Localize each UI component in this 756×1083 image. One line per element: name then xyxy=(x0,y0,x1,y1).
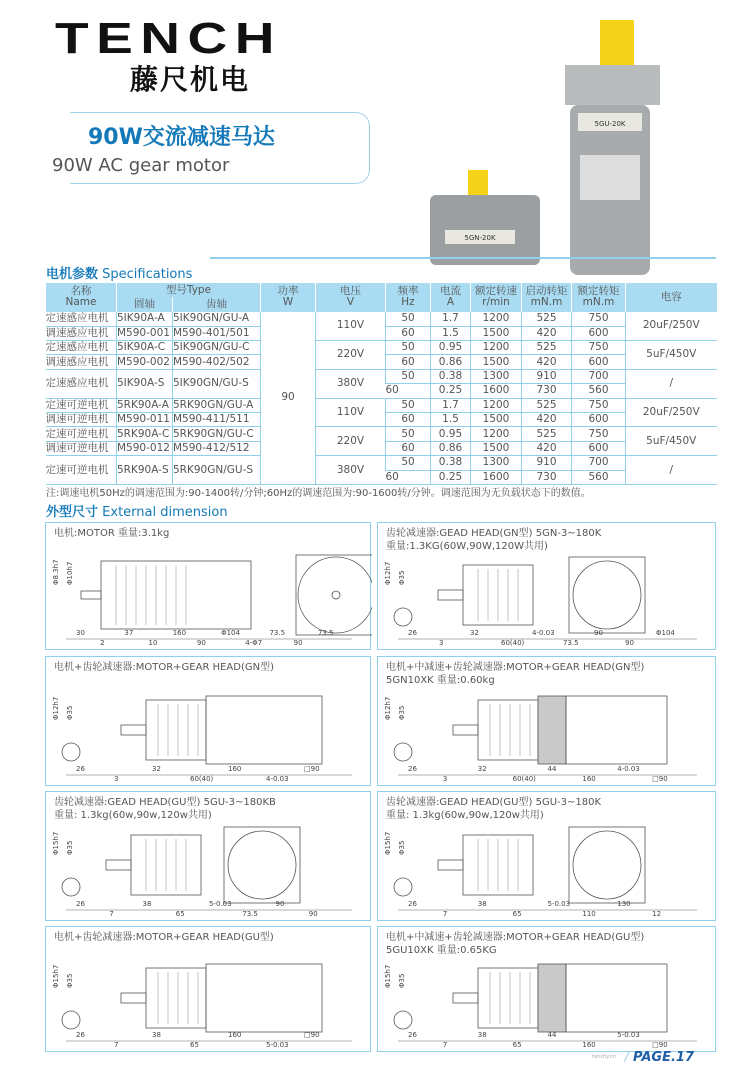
dimension-label: 160 xyxy=(582,775,596,783)
table-cell: M590-411/511 xyxy=(173,413,261,427)
dimension-label: 5-0.03 xyxy=(617,1031,640,1039)
shaft-key-view xyxy=(62,1011,80,1029)
table-cell: 1200 xyxy=(471,341,522,355)
table-cell: 5IK90GN/GU-A xyxy=(173,312,261,326)
table-cell: 50 xyxy=(386,341,431,355)
table-cell: M590-401/501 xyxy=(173,326,261,340)
gear-head-side-view xyxy=(146,968,206,1028)
table-cell: 600 xyxy=(572,441,626,455)
table-cell: 5IK90A-C xyxy=(117,341,173,355)
panel-title-line: 电机+齿轮减速器:MOTOR+GEAR HEAD(GN型) xyxy=(54,662,274,673)
table-cell: 50 xyxy=(386,427,431,441)
page-number: / PAGE.17 xyxy=(624,1050,694,1065)
dimension-label: 4-Φ7 xyxy=(245,639,263,647)
table-cell: 700 xyxy=(572,369,626,383)
dimension-label: 26 xyxy=(76,1031,85,1039)
dimension-label: □90 xyxy=(652,1041,668,1049)
dimension-drawing xyxy=(46,657,372,787)
dimension-label: 38 xyxy=(142,900,152,908)
brand-logo: TENCH xyxy=(55,14,282,63)
front-view xyxy=(573,561,641,629)
panel-title-line: 电机+中减速+齿轮减速器:MOTOR+GEAR HEAD(GU型) xyxy=(386,932,645,943)
motor-side-view xyxy=(566,964,667,1032)
table-cell: 60 xyxy=(386,384,431,398)
table-cell: 1.5 xyxy=(431,413,471,427)
large-motor-label: 5GU-20K xyxy=(594,120,626,128)
table-cell: 750 xyxy=(572,312,626,326)
dimension-label: Φ104 xyxy=(221,629,240,637)
dimension-label: 4-0.03 xyxy=(532,629,555,637)
dimension-label: Φ15h7 xyxy=(52,831,60,855)
dimension-label: Φ12h7 xyxy=(52,696,60,720)
table-cell: 1.7 xyxy=(431,398,471,412)
panel-title-line: 重量:1.3KG(60W,90W,120W共用) xyxy=(386,541,548,552)
dimension-label: Φ10h7 xyxy=(66,561,74,585)
table-cell: 定速可逆电机 xyxy=(46,456,117,485)
page-title-cn: 90W交流减速马达 xyxy=(88,125,275,150)
table-cell: 0.95 xyxy=(431,427,471,441)
col-current: 电流 A xyxy=(431,283,471,312)
col-start-torque: 启动转矩 mN.m xyxy=(522,283,572,312)
dimension-drawing xyxy=(46,792,372,922)
table-cell: 0.38 xyxy=(431,369,471,383)
panel-title-line: 5GN10XK 重量:0.60kg xyxy=(386,675,495,686)
table-cell: 525 xyxy=(522,398,572,412)
table-cell: 60 xyxy=(386,470,431,484)
table-cell: 定速可逆电机 xyxy=(46,398,117,412)
shaft-key-view xyxy=(62,743,80,761)
table-cell: 20uF/250V xyxy=(626,398,717,427)
table-row xyxy=(46,398,717,412)
front-view xyxy=(298,557,372,633)
table-cell: 560 xyxy=(572,384,626,398)
table-cell: 730 xyxy=(522,470,572,484)
shaft-key-view xyxy=(62,878,80,896)
dimension-label: 5-0.03 xyxy=(266,1041,289,1049)
table-cell: 600 xyxy=(572,413,626,427)
dimension-heading: 外型尺寸 External dimension xyxy=(46,505,228,520)
table-cell: 420 xyxy=(522,413,572,427)
dimension-label: 73.5 xyxy=(242,910,258,918)
dimension-drawing xyxy=(378,657,717,787)
table-cell: 60 xyxy=(386,413,431,427)
table-row xyxy=(46,312,717,326)
table-cell: 750 xyxy=(572,341,626,355)
table-cell: 5RK90A-A xyxy=(117,398,173,412)
table-cell: 1200 xyxy=(471,398,522,412)
shaft-key-view xyxy=(394,608,412,626)
table-cell: M590-002 xyxy=(117,355,173,369)
dimension-drawing xyxy=(46,523,372,651)
small-motor-label: 5GN-20K xyxy=(464,234,496,242)
table-cell: 5RK90GN/GU-S xyxy=(173,456,261,485)
table-cell: 1.5 xyxy=(431,326,471,340)
dimension-label: 90 xyxy=(594,629,603,637)
gear-head-side-view xyxy=(478,700,538,760)
table-cell: 20uF/250V xyxy=(626,312,717,341)
shaft xyxy=(121,993,146,1003)
dimension-label: 7 xyxy=(442,910,448,918)
dimension-label: Φ35 xyxy=(398,705,406,720)
shaft xyxy=(453,725,478,735)
table-cell: 50 xyxy=(386,369,431,383)
col-speed: 额定转速 r/min xyxy=(471,283,522,312)
motor-side-view xyxy=(566,696,667,764)
specs-note: 注:调速电机50Hz的调速范围为:90-1400转/分钟;60Hz的调速范围为:90-1600转/分钟。调速范围为无负载状态下的数值。 xyxy=(46,488,591,499)
panel-title-line: 5GU10XK 重量:0.65KG xyxy=(386,945,497,956)
dimension-label: □90 xyxy=(304,1031,320,1039)
shaft-key-view xyxy=(394,1011,412,1029)
table-cell: 750 xyxy=(572,398,626,412)
dimension-label: Φ35 xyxy=(398,840,406,855)
dimension-drawing xyxy=(378,792,717,922)
table-cell: 定速感应电机 xyxy=(46,369,117,398)
dimension-label: 26 xyxy=(76,900,85,908)
dimension-label: Φ8.3h7 xyxy=(52,559,60,585)
table-cell: M590-011 xyxy=(117,413,173,427)
table-cell: 1600 xyxy=(471,470,522,484)
table-cell: 定速感应电机 xyxy=(46,312,117,326)
table-cell: 525 xyxy=(522,427,572,441)
page-title-en: 90W AC gear motor xyxy=(52,155,230,176)
table-cell: 525 xyxy=(522,312,572,326)
dimension-label: Φ15h7 xyxy=(384,964,392,988)
dimension-drawing xyxy=(46,927,372,1053)
table-cell: 60 xyxy=(386,441,431,455)
dimension-label: 65 xyxy=(512,910,522,918)
dimension-label: 65 xyxy=(175,910,185,918)
table-cell: 0.38 xyxy=(431,456,471,470)
panel-title-line: 齿轮减速器:GEAD HEAD(GN型) 5GN-3~180K xyxy=(386,528,602,539)
table-cell: 50 xyxy=(386,312,431,326)
brand-name-cn: 藤尺机电 xyxy=(130,63,251,96)
shaft xyxy=(106,860,131,870)
dimension-label: 7 xyxy=(442,1041,448,1049)
table-cell: 380V xyxy=(316,369,386,398)
dimension-label: Φ15h7 xyxy=(384,831,392,855)
table-cell: / xyxy=(626,369,717,398)
dimension-label: 60(40) xyxy=(190,775,214,783)
dimension-panel xyxy=(377,926,716,1052)
dimension-panel xyxy=(45,926,371,1052)
table-cell: M590-001 xyxy=(117,326,173,340)
dimension-label: 73.5 xyxy=(563,639,579,647)
dimension-label: □90 xyxy=(304,765,320,773)
dimension-label: Φ104 xyxy=(656,629,675,637)
table-cell: 5RK90GN/GU-A xyxy=(173,398,261,412)
dimension-label: 2 xyxy=(100,639,105,647)
table-cell: 1300 xyxy=(471,369,522,383)
dimension-label: 110 xyxy=(582,910,596,918)
table-cell: 600 xyxy=(572,355,626,369)
specs-table xyxy=(45,283,717,485)
shaft xyxy=(121,725,146,735)
table-cell: 1500 xyxy=(471,413,522,427)
dimension-drawing xyxy=(378,927,717,1053)
table-row xyxy=(46,427,717,441)
dimension-label: 26 xyxy=(408,1031,417,1039)
table-cell: 110V xyxy=(316,398,386,427)
panel-title-line: 电机+齿轮减速器:MOTOR+GEAR HEAD(GU型) xyxy=(54,932,274,943)
table-cell: 0.86 xyxy=(431,441,471,455)
dimension-label: 10 xyxy=(148,639,158,647)
table-cell: 1500 xyxy=(471,355,522,369)
dimension-label: 3 xyxy=(442,775,448,783)
table-cell: 0.86 xyxy=(431,355,471,369)
dimension-drawing xyxy=(378,523,717,651)
dimension-panel xyxy=(377,522,716,650)
dimension-label: 32 xyxy=(470,629,479,637)
dimension-label: □90 xyxy=(652,775,668,783)
table-row xyxy=(46,369,717,383)
table-cell: 定速可逆电机 xyxy=(46,427,117,441)
col-gear-shaft: 齿轴 xyxy=(173,297,261,311)
col-freq: 频率 Hz xyxy=(386,283,431,312)
table-cell: 0.25 xyxy=(431,470,471,484)
dimension-label: 7 xyxy=(109,910,114,918)
front-view xyxy=(573,831,641,899)
dimension-label: 60(40) xyxy=(501,639,525,647)
table-cell: 60 xyxy=(386,355,431,369)
table-cell: 90 xyxy=(261,312,316,485)
panel-title-line: 齿轮减速器:GEAD HEAD(GU型) 5GU-3~180KB xyxy=(54,797,276,808)
dimension-label: 32 xyxy=(152,765,161,773)
table-cell: 730 xyxy=(522,384,572,398)
motor-side-view xyxy=(206,696,322,764)
dimension-label: 65 xyxy=(512,1041,522,1049)
dimension-label: 26 xyxy=(76,765,85,773)
product-photo xyxy=(420,15,660,277)
front-view xyxy=(228,831,296,899)
panel-title-line: 电机:MOTOR 重量:3.1kg xyxy=(54,528,170,539)
dimension-label: 7 xyxy=(114,1041,119,1049)
dimension-label: 160 xyxy=(582,1041,596,1049)
table-cell: 525 xyxy=(522,341,572,355)
dimension-label: 44 xyxy=(547,765,557,773)
col-capacitor: 电容 xyxy=(626,283,717,312)
table-cell: 调速感应电机 xyxy=(46,355,117,369)
gear-head-side-view xyxy=(146,700,206,760)
table-row xyxy=(46,341,717,355)
table-cell: 调速可逆电机 xyxy=(46,413,117,427)
table-cell: 5IK90A-S xyxy=(117,369,173,398)
dimension-label: 90 xyxy=(625,639,634,647)
dimension-panel xyxy=(377,791,716,921)
table-cell: M590-412/512 xyxy=(173,441,261,455)
table-cell: 220V xyxy=(316,341,386,370)
dimension-label: Φ35 xyxy=(66,973,74,988)
dimension-label: 37 xyxy=(124,629,134,637)
table-cell: 1.7 xyxy=(431,312,471,326)
dimension-label: 3 xyxy=(114,775,119,783)
table-cell: 1200 xyxy=(471,427,522,441)
dimension-label: 26 xyxy=(408,765,417,773)
dimension-label: Φ15h7 xyxy=(52,964,60,988)
dimension-label: 38 xyxy=(477,1031,487,1039)
dimension-label: 44 xyxy=(547,1031,557,1039)
table-cell: 420 xyxy=(522,355,572,369)
shaft xyxy=(81,591,101,599)
table-cell: 50 xyxy=(386,398,431,412)
intermediate-gear-head xyxy=(538,964,566,1032)
table-cell: 50 xyxy=(386,456,431,470)
table-cell: 0.95 xyxy=(431,341,471,355)
dimension-label: 160 xyxy=(228,765,242,773)
dimension-panel xyxy=(45,791,371,921)
table-cell: 110V xyxy=(316,312,386,341)
dimension-label: Φ35 xyxy=(66,840,74,855)
table-cell: 1200 xyxy=(471,312,522,326)
table-cell: 5IK90A-A xyxy=(117,312,173,326)
motor-side-view xyxy=(206,964,322,1032)
divider xyxy=(210,257,716,259)
table-cell: 750 xyxy=(572,427,626,441)
table-cell: 220V xyxy=(316,427,386,456)
dimension-label: 4-0.03 xyxy=(266,775,289,783)
panel-title-line: 电机+中减速+齿轮减速器:MOTOR+GEAR HEAD(GN型) xyxy=(386,662,645,673)
col-type: 型号Type xyxy=(117,283,261,297)
dimension-label: 60(40) xyxy=(512,775,536,783)
dimension-label: 3 xyxy=(439,639,444,647)
shaft xyxy=(438,860,463,870)
dimension-label: 12 xyxy=(652,910,662,918)
dimension-label: 32 xyxy=(477,765,487,773)
col-round-shaft: 圆轴 xyxy=(117,297,173,311)
dimension-label: 130 xyxy=(617,900,631,908)
dimension-label: 4-0.03 xyxy=(617,765,640,773)
table-cell: 420 xyxy=(522,441,572,455)
table-row xyxy=(46,456,717,470)
table-cell: 910 xyxy=(522,456,572,470)
table-cell: 调速感应电机 xyxy=(46,326,117,340)
shaft-key-view xyxy=(394,743,412,761)
table-cell: 5IK90GN/GU-C xyxy=(173,341,261,355)
table-cell: 1300 xyxy=(471,456,522,470)
table-cell: 5RK90A-C xyxy=(117,427,173,441)
table-cell: 1500 xyxy=(471,441,522,455)
dimension-label: Φ12h7 xyxy=(384,696,392,720)
table-cell: 60 xyxy=(386,326,431,340)
dimension-label: 90 xyxy=(196,639,206,647)
dimension-label: Φ12h7 xyxy=(384,561,392,585)
table-cell: 5IK90GN/GU-S xyxy=(173,369,261,398)
table-cell: 5RK90A-S xyxy=(117,456,173,485)
specs-heading: 电机参数 Specifications xyxy=(46,267,193,282)
table-cell: 910 xyxy=(522,369,572,383)
shaft-key-view xyxy=(394,878,412,896)
table-cell: / xyxy=(626,456,717,485)
table-cell: 560 xyxy=(572,470,626,484)
intermediate-gear-head xyxy=(538,696,566,764)
table-cell: 1600 xyxy=(471,384,522,398)
dimension-label: 26 xyxy=(408,900,417,908)
col-rated-torque: 额定转矩 mN.m xyxy=(572,283,626,312)
dimension-label: 38 xyxy=(152,1031,161,1039)
table-cell: 5RK90GN/GU-C xyxy=(173,427,261,441)
dimension-label: Φ35 xyxy=(398,973,406,988)
dimension-label: 73.5 xyxy=(317,629,334,637)
dimension-label: 160 xyxy=(228,1031,242,1039)
table-cell: 700 xyxy=(572,456,626,470)
panel-title-line: 齿轮减速器:GEAD HEAD(GU型) 5GU-3~180K xyxy=(386,797,602,808)
table-cell: M590-012 xyxy=(117,441,173,455)
table-cell: 5uF/450V xyxy=(626,427,717,456)
dimension-label: 30 xyxy=(76,629,85,637)
table-cell: 1500 xyxy=(471,326,522,340)
col-power: 功率 W xyxy=(261,283,316,312)
table-cell: M590-402/502 xyxy=(173,355,261,369)
dimension-label: 73.5 xyxy=(269,629,286,637)
dimension-label: 90 xyxy=(293,639,303,647)
col-name: 名称 Name xyxy=(46,283,117,312)
panel-title-line: 重量: 1.3kg(60w,90w,120w共用) xyxy=(386,810,544,821)
panel-title-line: 重量: 1.3kg(60w,90w,120w共用) xyxy=(54,810,212,821)
footer-website: tenchy.cn xyxy=(592,1054,616,1060)
table-cell: 调速可逆电机 xyxy=(46,441,117,455)
col-voltage: 电压 V xyxy=(316,283,386,312)
dimension-panel xyxy=(377,656,716,786)
dimension-label: 65 xyxy=(190,1041,199,1049)
dimension-label: 26 xyxy=(408,629,417,637)
dimension-panel xyxy=(45,522,371,650)
dimension-label: 90 xyxy=(275,900,285,908)
table-cell: 380V xyxy=(316,456,386,485)
dimension-label: 5-0.03 xyxy=(209,900,232,908)
table-cell: 5uF/450V xyxy=(626,341,717,370)
dimension-label: Φ35 xyxy=(66,705,74,720)
table-cell: 600 xyxy=(572,326,626,340)
table-cell: 420 xyxy=(522,326,572,340)
dimension-panel xyxy=(45,656,371,786)
table-cell: 0.25 xyxy=(431,384,471,398)
table-cell: 定速感应电机 xyxy=(46,341,117,355)
dimension-label: Φ35 xyxy=(398,570,406,585)
shaft xyxy=(453,993,478,1003)
shaft xyxy=(438,590,463,600)
gear-head-side-view xyxy=(478,968,538,1028)
dimension-label: 160 xyxy=(172,629,187,637)
dimension-label: 5-0.03 xyxy=(547,900,571,908)
dimension-label: 38 xyxy=(477,900,487,908)
dimension-label: 90 xyxy=(308,910,318,918)
